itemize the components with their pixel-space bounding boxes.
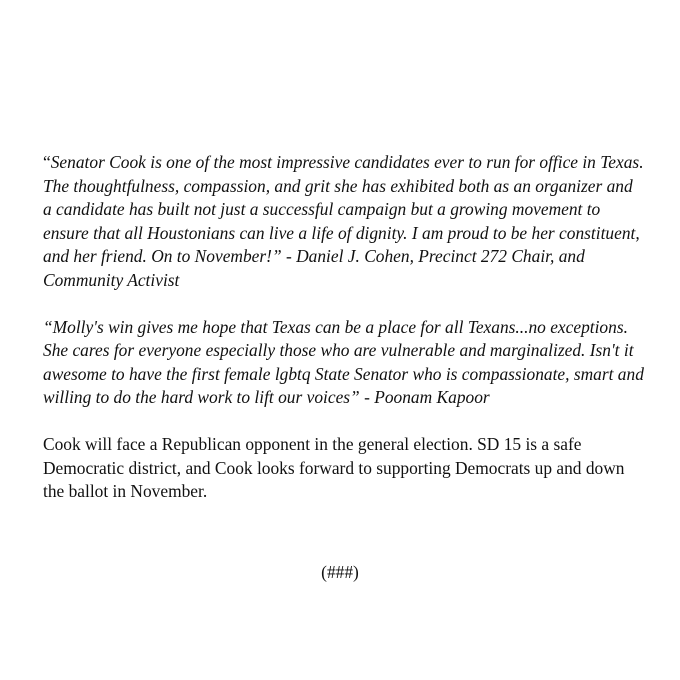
quote-daniel-cohen	[43, 151, 645, 293]
quote-poonam-kapoor: “Molly's win gives me hope that Texas can be a place for all Texans...no exceptions. She cares for everyone especially those who are vulnerable and marginalized. Isn't it awesome to have the first female lgbtq State Senator who is compassionate, smart and willing to do the hard work to lift our voices” - Poonam Kapoor	[43, 316, 644, 408]
press-release-body	[43, 151, 645, 527]
end-mark: (###)	[321, 562, 359, 582]
quote-text: Senator Cook is one of the most impressive candidates ever to run for office in Texas. The thoughtfulness, compassion, and grit she has exhibited both as an organizer and a candidate has built not just a successful campaign but a growing movement to ensure that all Houstonians can live a life of dignity. I am proud to be her constituent, and her friend. On to November!” - Daniel J. Cohen, Precinct 272 Chair, and Community Activist	[43, 152, 644, 290]
open-quote-mark: “	[43, 152, 51, 172]
general-election-paragraph: Cook will face a Republican opponent in the general election. SD 15 is a safe Democratic district, and Cook looks forward to supporting Democrats up and down the ballot in November.	[43, 433, 625, 502]
